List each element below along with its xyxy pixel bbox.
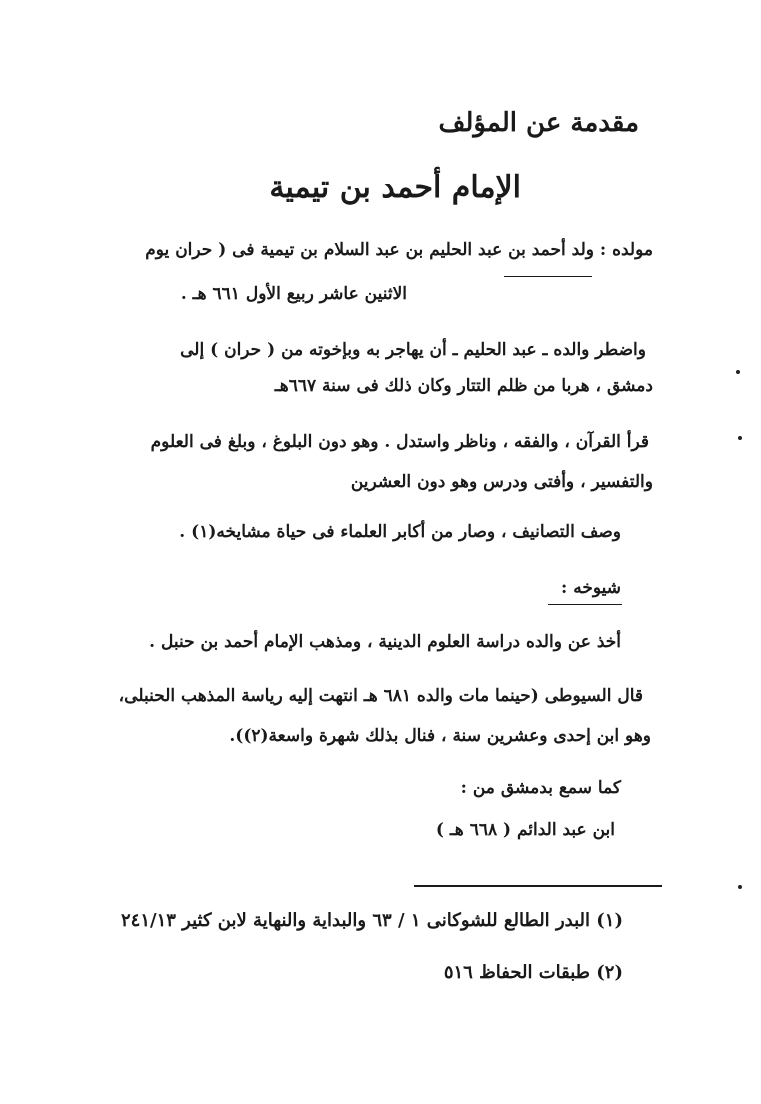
underline-mark (504, 276, 592, 277)
footnote-2: (٢) طبقات الحفاظ ٥١٦ (443, 962, 623, 983)
heard-line: كما سمع بدمشق من : (460, 778, 621, 798)
study-line-2: والتفسير ، وأفتى ودرس وهو دون العشرين (350, 472, 653, 492)
teachers-underline (548, 604, 622, 605)
heard-name: ابن عبد الدائم ( ٦٦٨ هـ ) (435, 820, 615, 840)
section-heading: مقدمة عن المؤلف (438, 108, 639, 138)
study-line-1: قرأ القرآن ، والفقه ، وناظر واستدل . وهو دون البلوغ ، وبلغ فى العلوم (150, 432, 649, 452)
birth-line-1: مولده : ولد أحمد بن عبد الحليم بن عبد السلام بن تيمية فى ( حران يوم (145, 240, 653, 260)
teachers-heading: شيوخه : (561, 578, 621, 598)
footnote-separator (414, 885, 662, 887)
scan-speck (738, 436, 742, 440)
teachers-line: أخذ عن والده دراسة العلوم الدينية ، ومذهب الإمام أحمد بن حنبل . (149, 632, 621, 652)
footnote-1: (١) البدر الطالع للشوكانى ١ / ٦٣ والبداية والنهاية لابن كثير ٢٤١/١٣ (120, 910, 623, 931)
birth-line-2: الاثنين عاشر ربيع الأول ٦٦١ هـ . (180, 284, 407, 304)
works-line: وصف التصانيف ، وصار من أكابر العلماء فى حياة مشايخه(١) . (179, 522, 621, 542)
suyuti-line-1: قال السيوطى (حينما مات والده ٦٨١ هـ انتهت إليه رياسة المذهب الحنبلى، (118, 686, 643, 706)
migration-line-1: واضطر والده ـ عبد الحليم ـ أن يهاجر به وبإخوته من ( حران ) إلى (180, 340, 646, 360)
scan-speck (736, 370, 740, 374)
migration-line-2: دمشق ، هربا من ظلم التتار وكان ذلك فى سنة ٦٦٧هـ (274, 376, 653, 396)
page-title: الإمام أحمد بن تيمية (269, 170, 521, 205)
scan-speck (738, 885, 742, 889)
suyuti-line-2: وهو ابن إحدى وعشرين سنة ، فنال بذلك شهرة واسعة(٢)). (229, 726, 651, 746)
